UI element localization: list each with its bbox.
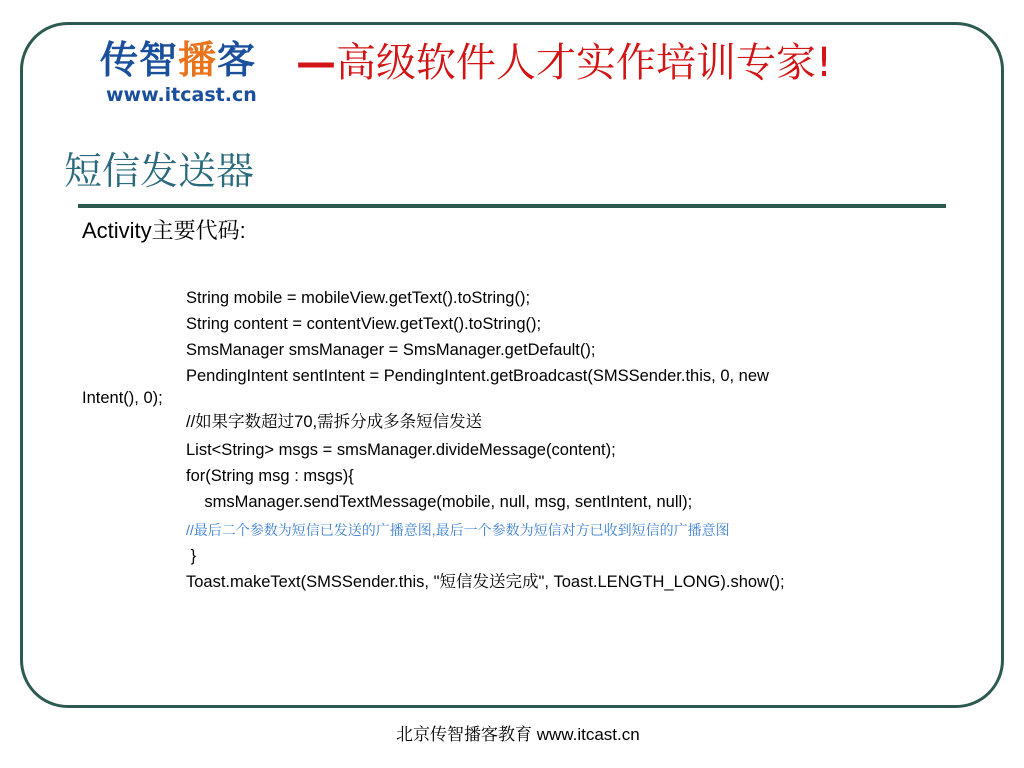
code-line: for(String msg : msgs){ — [186, 467, 354, 485]
code-line: String mobile = mobileView.getText().toString(); — [186, 289, 531, 307]
code-line: Intent(), 0); — [82, 389, 163, 407]
subheading: Activity主要代码: — [82, 218, 246, 243]
code-line: String content = contentView.getText().toString(); — [186, 315, 542, 333]
code-line: SmsManager smsManager = SmsManager.getDefault(); — [186, 341, 596, 359]
code-line: smsManager.sendTextMessage(mobile, null, msg, sentIntent, null); — [186, 493, 693, 511]
logo-chinese-wordmark — [100, 38, 256, 82]
code-line: List<String> msgs = smsManager.divideMessage(content); — [186, 441, 616, 459]
slogan-text: 高级软件人才实作培训专家! — [336, 40, 833, 86]
slogan — [296, 38, 832, 88]
title-divider — [78, 204, 946, 208]
code-line: Toast.makeText(SMSSender.this, "短信发送完成", Toast.LENGTH_LONG).show(); — [186, 573, 785, 591]
footer-text: 北京传智播客教育 www.itcast.cn — [396, 725, 640, 744]
code-line: } — [186, 547, 197, 565]
logo-text-part1: 传智 — [100, 38, 179, 82]
code-comment: //如果字数超过70,需拆分成多条短信发送 — [186, 413, 483, 431]
slide-frame — [20, 22, 1004, 708]
logo-url: www.itcast.cn — [106, 84, 257, 106]
slide-title: 短信发送器 — [64, 149, 255, 193]
code-comment: //最后二个参数为短信已发送的广播意图,最后一个参数为短信对方已收到短信的广播意图 — [186, 522, 730, 538]
logo-text-part3: 客 — [217, 38, 257, 82]
logo-text-part2: 播 — [178, 38, 218, 82]
slogan-dash: — — [296, 40, 336, 86]
code-line: PendingIntent sentIntent = PendingIntent.getBroadcast(SMSSender.this, 0, new — [186, 367, 769, 385]
